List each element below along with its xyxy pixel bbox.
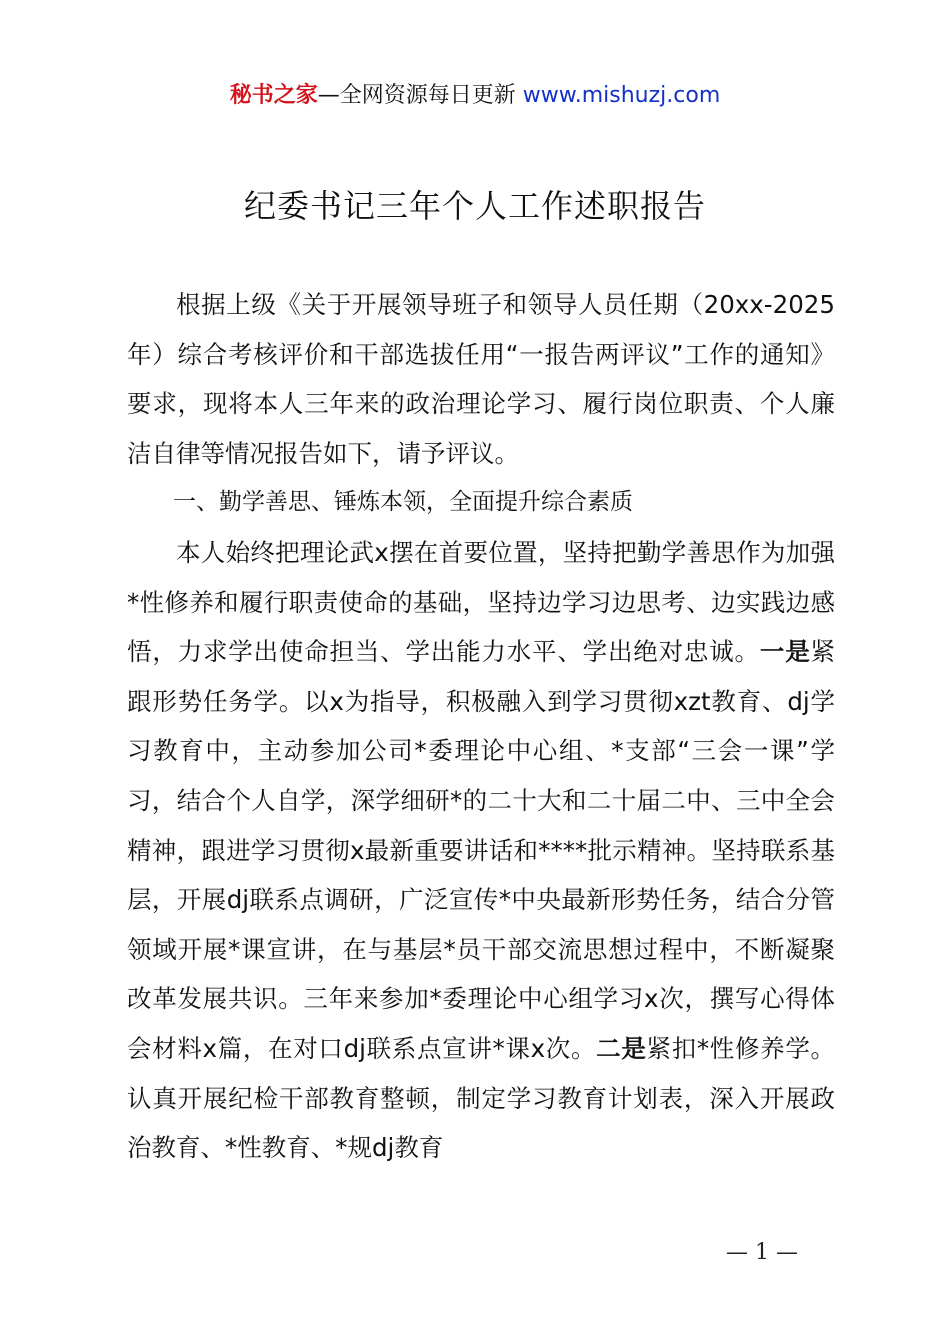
document-title: 纪委书记三年个人工作述职报告 [243, 187, 706, 225]
section-heading: 一、勤学善思、锤炼本领，全面提升综合素质 [173, 489, 633, 516]
intro-paragraph: 根据上级《关于开展领导班子和领导人员任期（20xx-2025年）综合考核评价和干部选拔任用“一报告两评议”工作的通知》要求，现将本人三年来的政治理论学习、履行岗位职责、个人廉洁自律等情况报告如下，请予评议。 [127, 290, 835, 468]
page-number: — 1 — [726, 1240, 798, 1265]
document-body [127, 280, 835, 1173]
point-text: 紧扣*性修养学。认真开展纪检干部教育整顿，制定学习教育计划表，深入开展政治教育、*性教育、*规dj教育 [127, 1033, 836, 1163]
site-header [0, 80, 950, 112]
point-label: 二是 [596, 1033, 647, 1063]
paragraph-lead: 本人始终把理论武x摆在首要位置，坚持把勤学善思作为加强*性修养和履行职责使命的基础，坚持边学习边思考、边实践边感悟，力求学出使命担当、学出能力水平、学出绝对忠诚。 [127, 537, 835, 667]
site-url-link[interactable]: www.mishuzj.com [522, 83, 721, 108]
brand-name: 秘书之家 [229, 83, 318, 108]
header-tagline: —全网资源每日更新 [317, 83, 516, 108]
point-label: 一是 [759, 637, 811, 667]
point-text: 紧跟形势任务学。以x为指导，积极融入到学习贯彻xzt教育、dj学习教育中，主动参加公司*委理论中心组、*支部“三会一课”学习，结合个人自学，深学细研*的二十大和二十届二中、三中全会精神，跟进学习贯彻x最新重要讲话和****批示精神。坚持联系基层，开展dj联系点调研，广泛宣传*中央最新形势任务，结合分管领域开展*课宣讲，在与基层*员干部交流思想过程中，不断凝聚改革发展共识。三年来参加*委理论中心组学习x次，撰写心得体会材料x篇，在对口dj联系点宣讲*课x次。 [127, 637, 836, 1063]
body-paragraph [127, 528, 835, 1173]
